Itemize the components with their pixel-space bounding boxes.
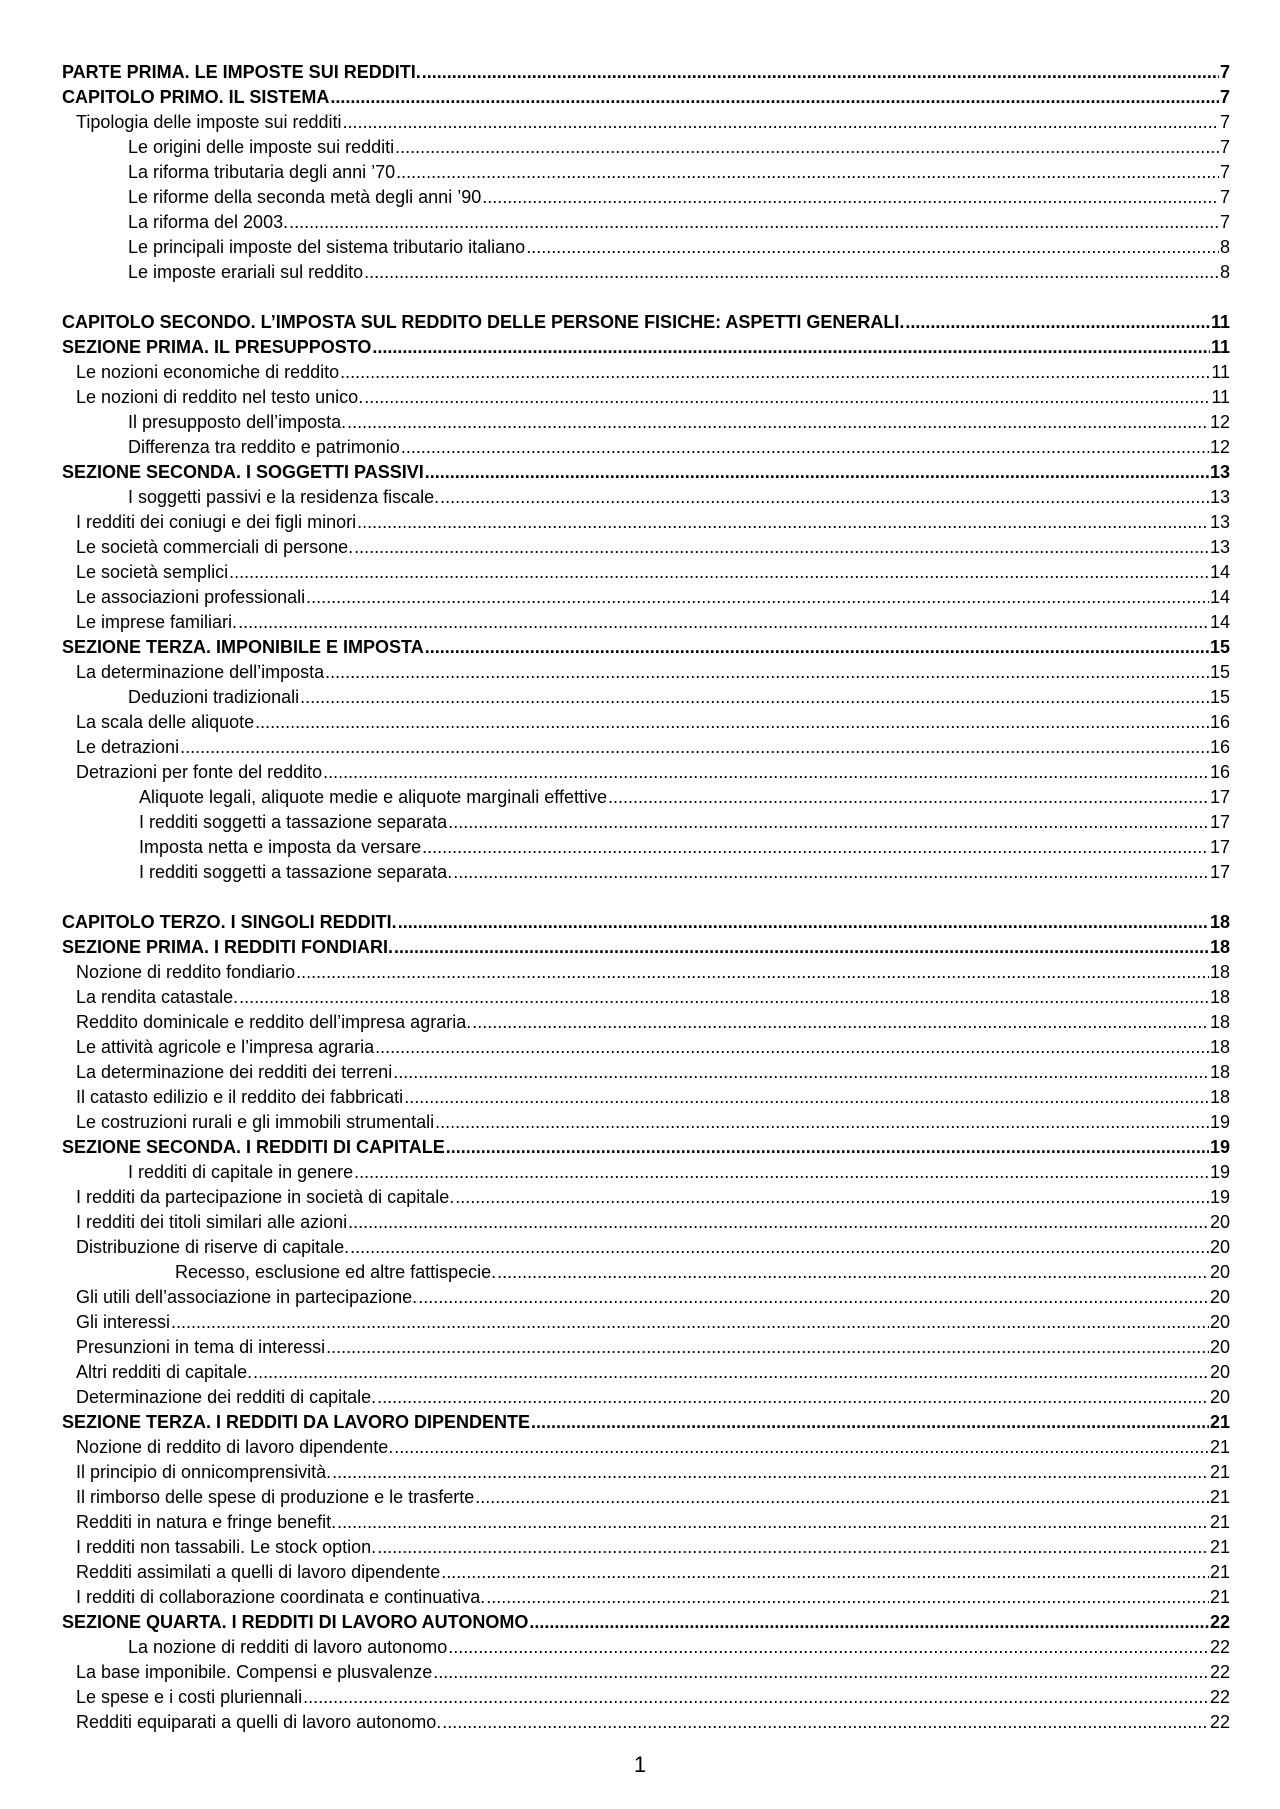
toc-entry-title: Le detrazioni <box>76 737 180 757</box>
toc-entry <box>62 860 1230 885</box>
toc-entry-title: Recesso, esclusione ed altre fattispecie. <box>175 1262 497 1282</box>
toc-entry-title: Determinazione dei redditi di capitale. <box>76 1387 377 1407</box>
dot-leader <box>364 385 1210 410</box>
toc-entry-page: 18 <box>1209 1087 1230 1107</box>
dot-leader <box>526 235 1219 260</box>
toc-entry-page: 21 <box>1209 1587 1230 1607</box>
toc-entry-page: 14 <box>1209 612 1230 632</box>
toc-entry-page: 13 <box>1209 512 1230 532</box>
toc-entry-title: Gli interessi <box>76 1312 171 1332</box>
toc-entry-title: Le imprese familiari. <box>76 612 238 632</box>
dot-leader <box>448 810 1209 835</box>
dot-leader <box>171 1310 1209 1335</box>
dot-leader <box>342 110 1219 135</box>
toc-entry-title: Redditi equiparati a quelli di lavoro autonomo. <box>76 1712 442 1732</box>
toc-entry-title: La nozione di redditi di lavoro autonomo <box>128 1637 448 1657</box>
toc-entry <box>62 210 1230 235</box>
toc-entry <box>62 360 1230 385</box>
toc-entry-title: Detrazioni per fonte del reddito <box>76 762 323 782</box>
toc-entry <box>62 785 1230 810</box>
toc-entry-page: 18 <box>1209 1012 1230 1032</box>
dot-leader <box>180 735 1209 760</box>
toc-entry <box>62 1710 1230 1735</box>
toc-entry <box>62 1335 1230 1360</box>
toc-heading <box>62 310 1230 335</box>
dot-leader <box>348 1210 1209 1235</box>
toc-entry-page: 20 <box>1209 1387 1230 1407</box>
toc-entry-page: 17 <box>1209 837 1230 857</box>
dot-leader <box>453 860 1209 885</box>
toc-entry <box>62 135 1230 160</box>
dot-leader <box>340 360 1210 385</box>
dot-leader <box>398 910 1209 935</box>
dot-leader <box>497 1260 1209 1285</box>
toc-entry-page: 7 <box>1219 187 1230 207</box>
dot-leader <box>255 710 1209 735</box>
toc-entry-page: 17 <box>1209 812 1230 832</box>
dot-leader <box>303 1685 1209 1710</box>
toc-entry <box>62 960 1230 985</box>
toc-entry-page: 21 <box>1209 1537 1230 1557</box>
toc-entry-page: 14 <box>1209 562 1230 582</box>
toc-entry <box>62 735 1230 760</box>
dot-leader <box>253 1360 1209 1385</box>
dot-leader <box>482 185 1219 210</box>
toc-entry-page: 19 <box>1209 1112 1230 1132</box>
toc-entry-page: 22 <box>1209 1612 1230 1632</box>
toc-entry-page: 22 <box>1209 1637 1230 1657</box>
toc-entry <box>62 235 1230 260</box>
toc-entry <box>62 1360 1230 1385</box>
toc-entry-page: 18 <box>1209 962 1230 982</box>
toc-entry-title: Le spese e i costi pluriennali <box>76 1687 303 1707</box>
dot-leader <box>455 1185 1209 1210</box>
toc-heading <box>62 85 1230 110</box>
toc-heading <box>62 1410 1230 1435</box>
toc-entry-page: 17 <box>1209 787 1230 807</box>
dot-leader <box>394 1435 1209 1460</box>
toc-entry <box>62 160 1230 185</box>
toc-entry-title: CAPITOLO SECONDO. L’IMPOSTA SUL REDDITO DELLE PERSONE FISICHE: ASPETTI GENERALI. <box>62 312 905 332</box>
toc-entry <box>62 1560 1230 1585</box>
toc-entry <box>62 560 1230 585</box>
toc-entry-page: 19 <box>1209 1137 1230 1157</box>
toc-entry-title: Le origini delle imposte sui redditi <box>128 137 395 157</box>
toc-entry-title: La rendita catastale. <box>76 987 239 1007</box>
toc-entry-title: Imposta netta e imposta da versare <box>139 837 422 857</box>
toc-entry-page: 20 <box>1209 1287 1230 1307</box>
toc-entry-title: SEZIONE QUARTA. I REDDITI DI LAVORO AUTONOMO <box>62 1612 529 1632</box>
toc-entry-title: Le associazioni professionali <box>76 587 306 607</box>
toc-entry-title: I redditi dei titoli similari alle azioni <box>76 1212 348 1232</box>
toc-entry-page: 21 <box>1209 1412 1230 1432</box>
toc-entry-page: 21 <box>1209 1462 1230 1482</box>
dot-leader <box>347 410 1209 435</box>
toc-entry <box>62 1585 1230 1610</box>
toc-entry-page: 15 <box>1209 662 1230 682</box>
toc-entry-title: I redditi soggetti a tassazione separata <box>139 812 448 832</box>
toc-entry <box>62 1110 1230 1135</box>
toc-entry-page: 12 <box>1209 437 1230 457</box>
dot-leader <box>472 1010 1209 1035</box>
toc-heading <box>62 60 1230 85</box>
toc-entry-page: 11 <box>1210 337 1230 357</box>
toc-entry <box>62 1535 1230 1560</box>
dot-leader <box>289 210 1219 235</box>
toc-entry-page: 8 <box>1219 237 1230 257</box>
dot-leader <box>422 60 1219 85</box>
toc-entry-page: 15 <box>1209 637 1230 657</box>
dot-leader <box>529 1610 1209 1635</box>
toc-heading <box>62 460 1230 485</box>
dot-leader <box>332 1460 1209 1485</box>
dot-leader <box>354 1160 1209 1185</box>
toc-entry-title: CAPITOLO PRIMO. IL SISTEMA <box>62 87 330 107</box>
toc-entry <box>62 1060 1230 1085</box>
toc-entry <box>62 985 1230 1010</box>
dot-leader <box>435 1110 1209 1135</box>
dot-leader <box>425 460 1209 485</box>
toc-entry-title: Il rimborso delle spese di produzione e le trasferte <box>76 1487 475 1507</box>
dot-leader <box>442 1710 1209 1735</box>
dot-leader <box>404 1085 1209 1110</box>
dot-leader <box>325 660 1209 685</box>
toc-entry-title: Presunzioni in tema di interessi <box>76 1337 326 1357</box>
toc-entry-page: 7 <box>1219 62 1230 82</box>
toc-entry-page: 12 <box>1209 412 1230 432</box>
toc-entry-title: Aliquote legali, aliquote medie e aliquote marginali effettive <box>139 787 607 807</box>
dot-leader <box>425 635 1209 660</box>
toc-entry <box>62 410 1230 435</box>
toc-entry-title: I redditi di collaborazione coordinata e continuativa. <box>76 1587 486 1607</box>
toc-entry-page: 19 <box>1209 1187 1230 1207</box>
toc-entry-title: SEZIONE PRIMA. IL PRESUPPOSTO <box>62 337 372 357</box>
dot-leader <box>486 1585 1209 1610</box>
dot-leader <box>377 1385 1209 1410</box>
toc-entry-page: 18 <box>1209 1062 1230 1082</box>
toc-entry <box>62 1660 1230 1685</box>
dot-leader <box>393 1060 1209 1085</box>
toc-entry-title: Altri redditi di capitale. <box>76 1362 253 1382</box>
toc-entry <box>62 1485 1230 1510</box>
toc-heading <box>62 910 1230 935</box>
toc-entry <box>62 185 1230 210</box>
dot-leader <box>448 1635 1209 1660</box>
toc-entry <box>62 385 1230 410</box>
toc-entry-title: Il principio di onnicomprensività. <box>76 1462 332 1482</box>
toc-entry-title: La base imponibile. Compensi e plusvalenze <box>76 1662 433 1682</box>
toc-entry-title: Le nozioni economiche di reddito <box>76 362 340 382</box>
toc-entry <box>62 1635 1230 1660</box>
toc-entry-page: 13 <box>1209 487 1230 507</box>
dot-leader <box>330 85 1219 110</box>
dot-leader <box>531 1410 1209 1435</box>
toc-entry <box>62 660 1230 685</box>
toc-entry-page: 21 <box>1209 1437 1230 1457</box>
toc-entry-page: 19 <box>1209 1162 1230 1182</box>
dot-leader <box>354 535 1209 560</box>
page-number: 1 <box>633 1752 647 1777</box>
toc-entry <box>62 685 1230 710</box>
toc-entry-title: I soggetti passivi e la residenza fiscale. <box>128 487 440 507</box>
toc-heading <box>62 1610 1230 1635</box>
toc-entry-title: I redditi da partecipazione in società di capitale. <box>76 1187 455 1207</box>
toc-entry <box>62 1235 1230 1260</box>
dot-leader <box>306 585 1209 610</box>
toc-entry-page: 17 <box>1209 862 1230 882</box>
toc-entry-title: SEZIONE SECONDA. I SOGGETTI PASSIVI <box>62 462 424 482</box>
dot-leader <box>372 335 1210 360</box>
toc-entry-title: Differenza tra reddito e patrimonio <box>128 437 400 457</box>
toc-entry <box>62 1510 1230 1535</box>
toc-entry-page: 18 <box>1209 937 1230 957</box>
dot-leader <box>446 1135 1209 1160</box>
toc-entry <box>62 1035 1230 1060</box>
dot-leader <box>418 1285 1209 1310</box>
toc-entry-page: 15 <box>1209 687 1230 707</box>
toc-heading <box>62 335 1230 360</box>
dot-leader <box>364 260 1219 285</box>
toc-entry-page: 18 <box>1209 912 1230 932</box>
toc-entry <box>62 610 1230 635</box>
toc-entry-page: 22 <box>1209 1687 1230 1707</box>
toc-entry-title: Le nozioni di reddito nel testo unico. <box>76 387 364 407</box>
toc-entry-title: SEZIONE PRIMA. I REDDITI FONDIARI. <box>62 937 394 957</box>
toc-entry <box>62 1685 1230 1710</box>
toc-entry-page: 21 <box>1209 1487 1230 1507</box>
toc-entry <box>62 1310 1230 1335</box>
toc-entry-page: 16 <box>1209 712 1230 732</box>
toc-entry-title: La determinazione dei redditi dei terreni <box>76 1062 393 1082</box>
dot-leader <box>296 960 1209 985</box>
toc-entry <box>62 1385 1230 1410</box>
toc-entry-title: Gli utili dell’associazione in partecipazione. <box>76 1287 418 1307</box>
toc-entry-page: 7 <box>1219 137 1230 157</box>
toc-entry-page: 13 <box>1209 537 1230 557</box>
toc-entry-title: Le riforme della seconda metà degli anni ’90 <box>128 187 482 207</box>
toc-entry-title: Nozione di reddito di lavoro dipendente. <box>76 1437 394 1457</box>
toc-entry-title: Le società semplici <box>76 562 229 582</box>
toc-entry <box>62 260 1230 285</box>
dot-leader <box>377 1535 1209 1560</box>
toc-entry <box>62 1260 1230 1285</box>
toc-entry <box>62 510 1230 535</box>
toc-entry-page: 7 <box>1219 112 1230 132</box>
toc-entry-title: I redditi non tassabili. Le stock option. <box>76 1537 377 1557</box>
toc-entry-page: 20 <box>1209 1212 1230 1232</box>
toc-heading <box>62 1135 1230 1160</box>
toc-entry-title: Distribuzione di riserve di capitale. <box>76 1237 350 1257</box>
toc-entry-title: Deduzioni tradizionali <box>128 687 300 707</box>
toc-entry-title: SEZIONE SECONDA. I REDDITI DI CAPITALE <box>62 1137 445 1157</box>
toc-entry <box>62 1160 1230 1185</box>
toc-entry-page: 20 <box>1209 1262 1230 1282</box>
toc-entry-title: Reddito dominicale e reddito dell’impresa agraria. <box>76 1012 472 1032</box>
dot-leader <box>433 1660 1209 1685</box>
dot-leader <box>395 135 1219 160</box>
toc-entry-page: 21 <box>1209 1562 1230 1582</box>
dot-leader <box>475 1485 1209 1510</box>
dot-leader <box>337 1510 1209 1535</box>
toc-entry <box>62 1435 1230 1460</box>
dot-leader <box>323 760 1209 785</box>
toc-entry <box>62 710 1230 735</box>
toc-entry-title: I redditi soggetti a tassazione separata. <box>139 862 453 882</box>
toc-entry-page: 18 <box>1209 1037 1230 1057</box>
toc-entry <box>62 585 1230 610</box>
toc-entry-page: 21 <box>1209 1512 1230 1532</box>
toc-entry-title: SEZIONE TERZA. IMPONIBILE E IMPOSTA <box>62 637 424 657</box>
dot-leader <box>422 835 1209 860</box>
toc-entry <box>62 435 1230 460</box>
toc-entry <box>62 1185 1230 1210</box>
toc-entry-title: La scala delle aliquote <box>76 712 255 732</box>
dot-leader <box>326 1335 1209 1360</box>
toc-entry-page: 22 <box>1209 1662 1230 1682</box>
toc-entry <box>62 485 1230 510</box>
toc-entry <box>62 535 1230 560</box>
toc-entry-title: Nozione di reddito fondiario <box>76 962 296 982</box>
toc-entry <box>62 760 1230 785</box>
dot-leader <box>905 310 1210 335</box>
dot-leader <box>375 1035 1209 1060</box>
toc-entry <box>62 1285 1230 1310</box>
toc-entry-page: 7 <box>1219 87 1230 107</box>
dot-leader <box>441 1560 1209 1585</box>
toc-entry-page: 16 <box>1209 737 1230 757</box>
dot-leader <box>440 485 1209 510</box>
dot-leader <box>238 610 1209 635</box>
toc-entry-title: Le imposte erariali sul reddito <box>128 262 364 282</box>
dot-leader <box>350 1235 1209 1260</box>
toc-entry-page: 7 <box>1219 162 1230 182</box>
toc-entry-page: 14 <box>1209 587 1230 607</box>
toc-entry-title: Le costruzioni rurali e gli immobili strumentali <box>76 1112 435 1132</box>
toc-entry-page: 7 <box>1219 212 1230 232</box>
table-of-contents <box>62 60 1230 1735</box>
toc-entry <box>62 110 1230 135</box>
dot-leader <box>357 510 1209 535</box>
toc-entry-page: 18 <box>1209 987 1230 1007</box>
toc-entry <box>62 1085 1230 1110</box>
toc-entry <box>62 1010 1230 1035</box>
toc-entry-title: I redditi di capitale in genere <box>128 1162 354 1182</box>
toc-entry-page: 20 <box>1209 1312 1230 1332</box>
dot-leader <box>394 935 1209 960</box>
toc-entry <box>62 1460 1230 1485</box>
toc-entry-title: La riforma tributaria degli anni ’70 <box>128 162 396 182</box>
toc-entry-title: I redditi dei coniugi e dei figli minori <box>76 512 357 532</box>
toc-entry <box>62 810 1230 835</box>
toc-entry-title: La riforma del 2003. <box>128 212 289 232</box>
dot-leader <box>396 160 1219 185</box>
dot-leader <box>229 560 1209 585</box>
dot-leader <box>401 435 1209 460</box>
toc-heading <box>62 935 1230 960</box>
toc-entry-title: Le principali imposte del sistema tributario italiano <box>128 237 526 257</box>
toc-entry-page: 11 <box>1211 387 1230 407</box>
dot-leader <box>239 985 1209 1010</box>
toc-entry-page: 20 <box>1209 1362 1230 1382</box>
toc-entry-title: Redditi in natura e fringe benefit. <box>76 1512 337 1532</box>
toc-entry <box>62 1210 1230 1235</box>
toc-entry-title: Il catasto edilizio e il reddito dei fabbricati <box>76 1087 404 1107</box>
dot-leader <box>300 685 1209 710</box>
toc-entry-title: Il presupposto dell’imposta. <box>128 412 347 432</box>
toc-entry-title: SEZIONE TERZA. I REDDITI DA LAVORO DIPENDENTE <box>62 1412 531 1432</box>
toc-entry <box>62 835 1230 860</box>
toc-entry-page: 11 <box>1211 362 1230 382</box>
dot-leader <box>608 785 1209 810</box>
toc-entry-page: 11 <box>1210 312 1230 332</box>
toc-entry-page: 16 <box>1209 762 1230 782</box>
toc-entry-page: 20 <box>1209 1337 1230 1357</box>
toc-entry-page: 13 <box>1209 462 1230 482</box>
toc-entry-title: Redditi assimilati a quelli di lavoro dipendente <box>76 1562 441 1582</box>
toc-heading <box>62 635 1230 660</box>
toc-entry-title: Le società commerciali di persone. <box>76 537 354 557</box>
toc-entry-page: 20 <box>1209 1237 1230 1257</box>
toc-entry-title: Le attività agricole e l’impresa agraria <box>76 1037 375 1057</box>
toc-entry-page: 22 <box>1209 1712 1230 1732</box>
toc-entry-title: La determinazione dell’imposta <box>76 662 325 682</box>
toc-entry-title: PARTE PRIMA. LE IMPOSTE SUI REDDITI. <box>62 62 421 82</box>
toc-entry-title: Tipologia delle imposte sui redditi <box>76 112 342 132</box>
toc-entry-title: CAPITOLO TERZO. I SINGOLI REDDITI. <box>62 912 397 932</box>
toc-entry-page: 8 <box>1219 262 1230 282</box>
